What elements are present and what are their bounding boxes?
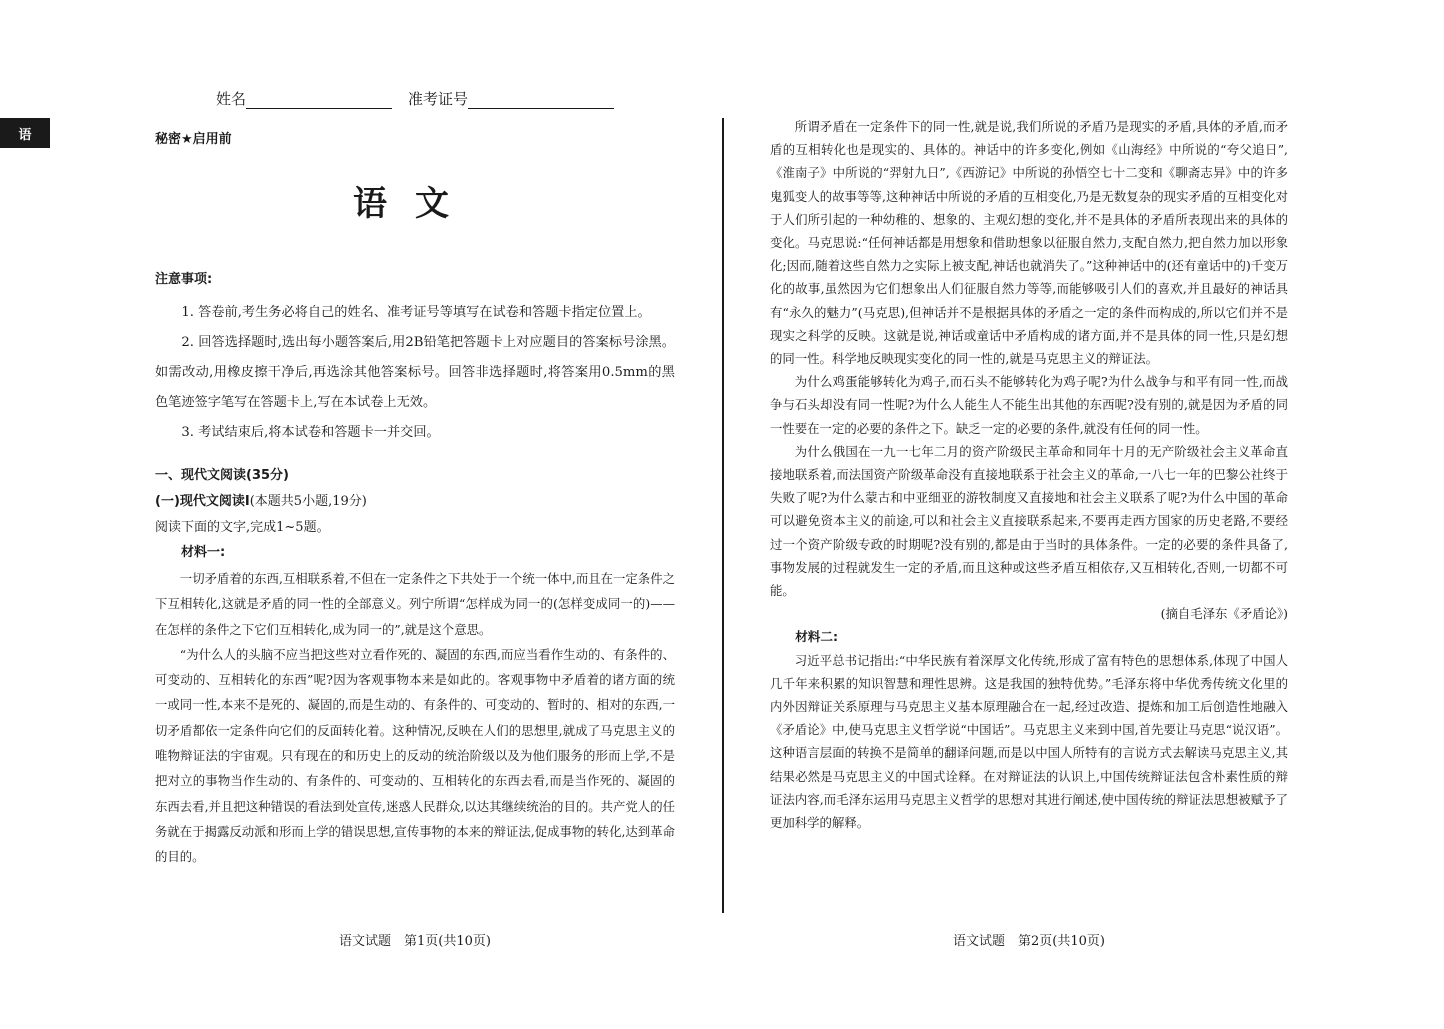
notice-item: 3. 考试结束后,将本试卷和答题卡一并交回。 bbox=[181, 425, 440, 440]
material1-heading bbox=[155, 540, 675, 566]
id-blank[interactable] bbox=[468, 92, 614, 109]
paragraph: 为什么鸡蛋能够转化为鸡子,而石头不能够转化为鸡子呢?为什么战争与和平有同一性,而战争与石头却没有同一性呢?为什么人能生人不能生出其他的东西呢?没有别的,就是因为矛盾的同一性要在一定的必要的条件之下。缺乏一定的必要的条件,就没有任何的同一性。 bbox=[770, 374, 1288, 436]
material2-label: 材料二: bbox=[795, 629, 839, 645]
paragraph: “为什么人的头脑不应当把这些对立看作死的、凝固的东西,而应当看作生动的、有条件的、可变动的、互相转化的东西”呢?因为客观事物本来是如此的。客观事物中矛盾着的诸方面的统一或同一性,本来不是死的、凝固的,而是生动的、有条件的、可变动的、暂时的、相对的东西,一切矛盾都依一定条件向它们的反面转化着。这种情况,反映在人们的思想里,就成了马克思主义的唯物辩证法的宇宙观。只有现在的和历史上的反动的统治阶级以及为他们服务的形而上学,不是把对立的事物当作生动的、有条件的、可变动的、互相转化的东西去看,而是当作死的、凝固的东西去看,并且把这种错误的看法到处宣传,迷惑人民群众,以达其继续统治的目的。共产党人的任务就在于揭露反动派和形而上学的错误思想,宣传事物的本来的辩证法,促成事物的转化,达到革命的目的。 bbox=[155, 646, 675, 865]
page-footer-left: 语文试题 第1页(共10页) bbox=[339, 934, 491, 949]
sub-section-title: (一)现代文阅读Ⅰ bbox=[155, 494, 250, 509]
page-title: 语文 bbox=[353, 184, 477, 224]
notice-item: 2. 回答选择题时,选出每小题答案后,用2B铅笔把答题卡上对应题目的答案标号涂黑。如需改动,用橡皮擦干净后,再选涂其他答案标号。回答非选择题时,将答案用0.5mm的黑色笔迹签字笔写在答题卡上,写在本试卷上无效。 bbox=[155, 335, 675, 410]
right-body bbox=[770, 115, 1288, 834]
name-label: 姓名 bbox=[216, 90, 247, 108]
candidate-info bbox=[216, 88, 614, 109]
material1-label: 材料一: bbox=[181, 545, 226, 560]
sub-section-heading bbox=[155, 489, 675, 515]
id-label: 准考证号 bbox=[408, 90, 469, 108]
paragraph: 一切矛盾着的东西,互相联系着,不但在一定条件之下共处于一个统一体中,而且在一定条件之下互相转化,这就是矛盾的同一性的全部意义。列宁所谓“怎样成为同一的(怎样变成同一的)——在怎样的条件之下它们互相转化,成为同一的”,就是这个意思。 bbox=[155, 571, 675, 637]
secret-label: 秘密★启用前 bbox=[155, 132, 232, 147]
notice-heading: 注意事项: bbox=[155, 272, 213, 287]
paragraph: 为什么俄国在一九一七年二月的资产阶级民主革命和同年十月的无产阶级社会主义革命直接地联系着,而法国资产阶级革命没有直接地联系于社会主义的革命,一八七一年的巴黎公社终于失败了呢?为什么蒙古和中亚细亚的游牧制度又直接地和社会主义联系了呢?为什么中国的革命可以避免资本主义的前途,可以和社会主义直接联系起来,不要再走西方国家的历史老路,不要经过一个资产阶级专政的时期呢?没有别的,都是由于当时的具体条件。一定的必要的条件具备了,事物发展的过程就发生一定的矛盾,而且这种或这些矛盾互相依存,又互相转化,否则,一切都不可能。 bbox=[770, 443, 1288, 599]
left-body bbox=[155, 566, 675, 870]
section-heading bbox=[155, 463, 675, 489]
notice-list bbox=[155, 298, 675, 448]
source-citation: (摘自毛泽东《矛盾论》) bbox=[1160, 606, 1288, 622]
column-divider bbox=[722, 118, 724, 913]
name-blank[interactable] bbox=[246, 92, 392, 109]
paragraph: 所谓矛盾在一定条件下的同一性,就是说,我们所说的矛盾乃是现实的矛盾,具体的矛盾,而矛盾的互相转化也是现实的、具体的。神话中的许多变化,例如《山海经》中所说的“夸父追日”,《淮南子》中所说的“羿射九日”,《西游记》中所说的孙悟空七十二变和《聊斋志异》中的许多鬼狐变人的故事等等,这种神话中所说的矛盾的互相变化,乃是无数复杂的现实矛盾的互相变化对于人们所引起的一种幼稚的、想象的、主观幻想的变化,并不是具体的矛盾所表现出来的具体的变化。马克思说:“任何神话都是用想象和借助想象以征服自然力,支配自然力,把自然力加以形象化;因而,随着这些自然力之实际上被支配,神话也就消失了。”这种神话中的(还有童话中的)千变万化的故事,虽然因为它们想象出人们征服自然力等等,而能够吸引人们的喜欢,并且最好的神话具有“永久的魅力”(马克思),但神话并不是根据具体的矛盾之一定的条件而构成的,所以它们并不是现实之科学的反映。这就是说,神话或童话中矛盾构成的诸方面,并不是具体的同一性,只是幻想的同一性。科学地反映现实变化的同一性的,就是马克思主义的辩证法。 bbox=[770, 119, 1288, 367]
page-footer-right: 语文试题 第2页(共10页) bbox=[953, 934, 1105, 949]
section-title: 一、现代文阅读(35分) bbox=[155, 468, 289, 483]
instruction: 阅读下面的文字,完成1~5题。 bbox=[155, 520, 330, 535]
notice-item: 1. 答卷前,考生务必将自己的姓名、准考证号等填写在试卷和答题卡指定位置上。 bbox=[181, 305, 651, 320]
sub-section-score: (本题共5小题,19分) bbox=[249, 494, 367, 509]
paragraph: 习近平总书记指出:“中华民族有着深厚文化传统,形成了富有特色的思想体系,体现了中国人几千年来积累的知识智慧和理性思辨。这是我国的独特优势。”毛泽东将中华优秀传统文化里的内外因辩证关系原理与马克思主义基本原理融合在一起,经过改造、提炼和加工后创造性地融入《矛盾论》中,使马克思主义哲学说“中国话”。马克思主义来到中国,首先要让马克思“说汉语”。这种语言层面的转换不是简单的翻译问题,而是以中国人所特有的言说方式去解读马克思主义,其结果必然是马克思主义的中国式诠释。在对辩证法的认识上,中国传统辩证法包含朴素性质的辩证法内容,而毛泽东运用马克思主义哲学的思想对其进行阐述,使中国传统的辩证法思想被赋予了更加科学的解释。 bbox=[770, 652, 1288, 831]
subject-tab: 语 bbox=[0, 118, 50, 148]
